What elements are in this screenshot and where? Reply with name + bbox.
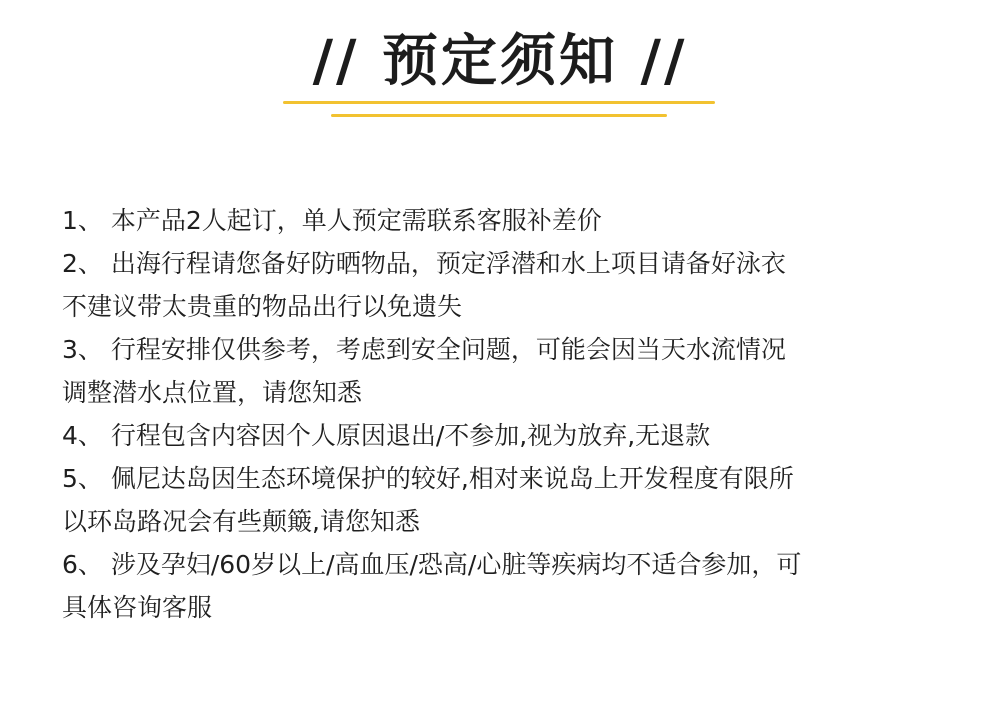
notice-item-2 — [62, 242, 962, 328]
notice-line: 5、 佩尼达岛因生态环境保护的较好,相对来说岛上开发程度有限所 — [62, 464, 794, 493]
title-underline-long — [283, 101, 715, 104]
notice-line: 具体咨询客服 — [62, 593, 213, 622]
notice-item-1 — [62, 199, 962, 242]
page-title: // 预定须知 // — [312, 29, 688, 94]
notice-list — [62, 199, 962, 629]
notice-item-5 — [62, 457, 962, 543]
notice-item-4 — [62, 414, 962, 457]
title-underline-short — [331, 114, 667, 117]
notice-line: 以环岛路况会有些颠簸,请您知悉 — [62, 507, 420, 536]
notice-item-6 — [62, 543, 962, 629]
notice-line: 3、 行程安排仅供参考，考虑到安全问题，可能会因当天水流情况 — [62, 335, 786, 364]
notice-line: 调整潜水点位置，请您知悉 — [62, 378, 363, 407]
notice-line: 6、 涉及孕妇/60岁以上/高血压/恐高/心脏等疾病均不适合参加，可 — [62, 550, 802, 579]
notice-line: 不建议带太贵重的物品出行以免遗失 — [62, 292, 463, 321]
notice-line: 1、 本产品2人起订，单人预定需联系客服补差价 — [62, 206, 602, 235]
notice-line: 4、 行程包含内容因个人原因退出/不参加,视为放弃,无退款 — [62, 421, 711, 450]
notice-item-3 — [62, 328, 962, 414]
notice-line: 2、 出海行程请您备好防晒物品，预定浮潜和水上项目请备好泳衣 — [62, 249, 786, 278]
